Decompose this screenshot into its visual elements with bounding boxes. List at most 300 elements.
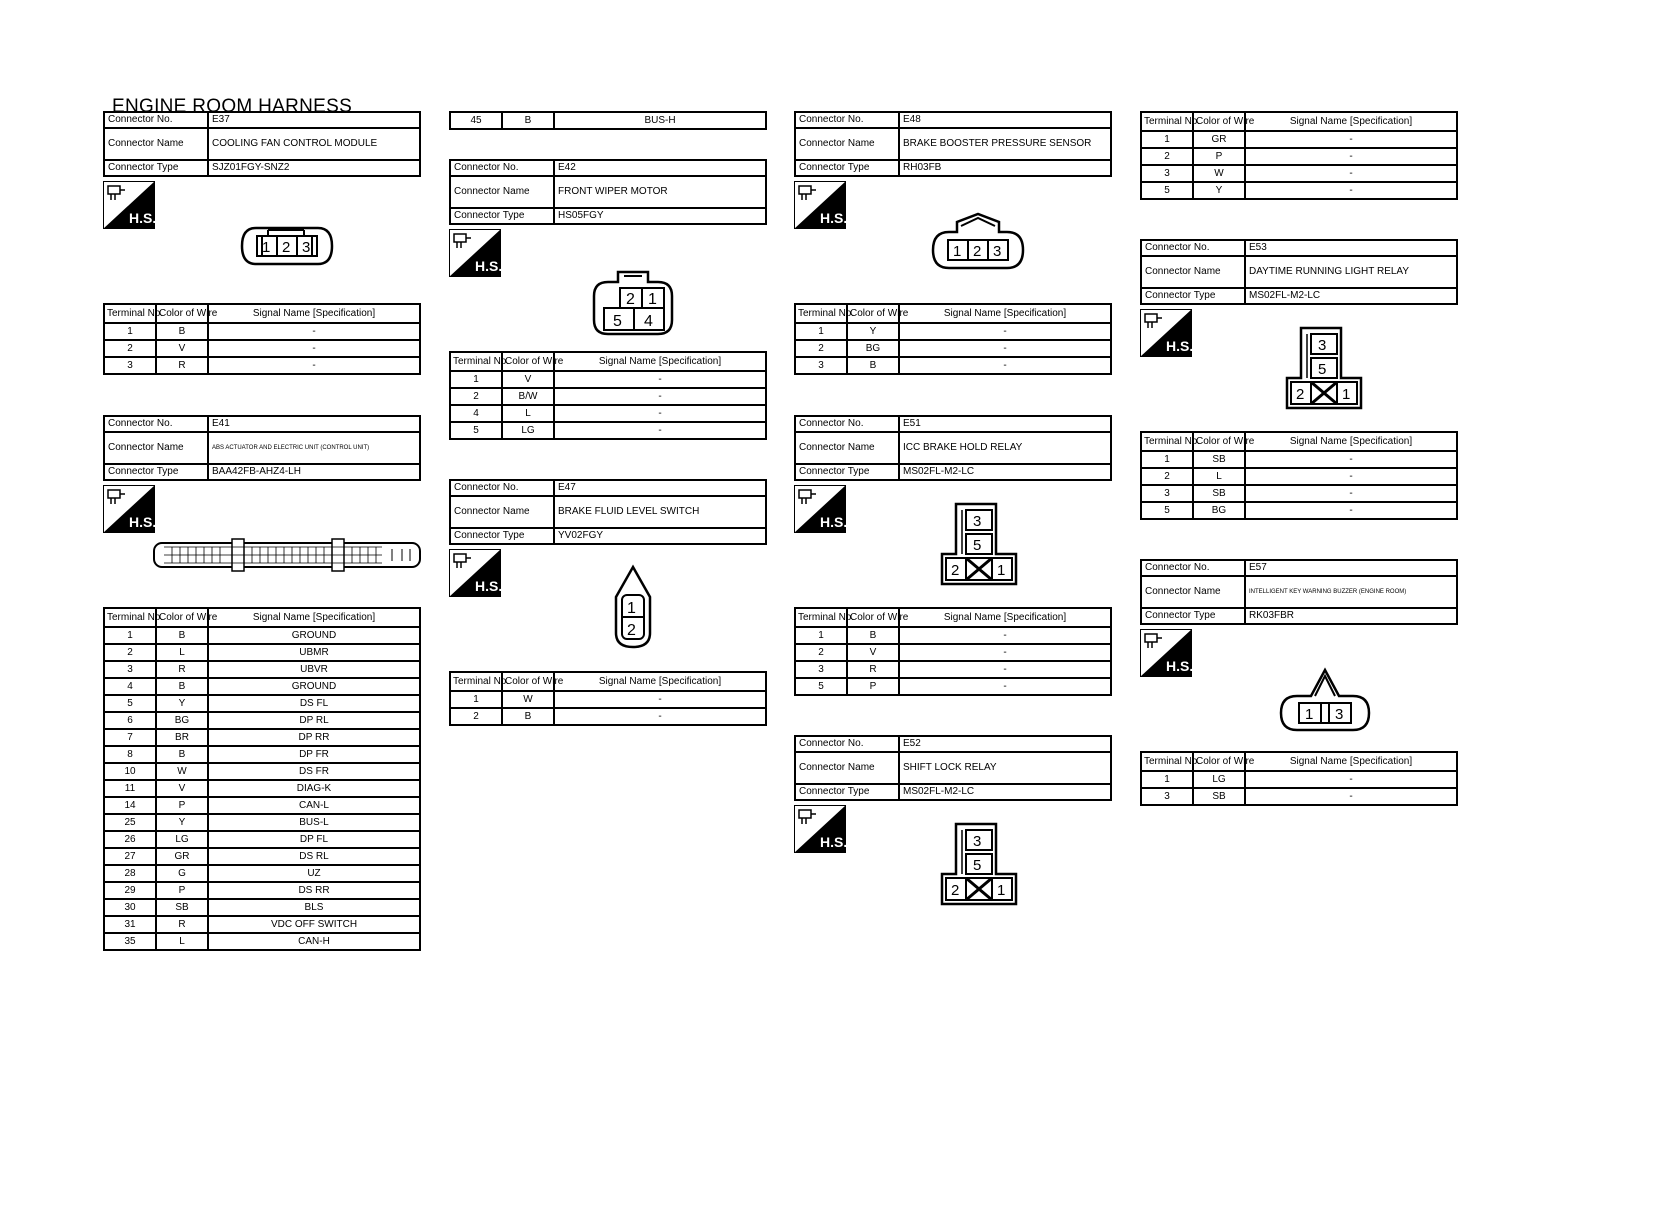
table-cell: P: [156, 797, 208, 814]
pin-label: 4: [644, 313, 653, 330]
pin-label: 2: [627, 622, 636, 639]
table-cell: DS FR: [208, 763, 420, 780]
table-cell: E47: [554, 480, 766, 496]
label-connector-name: Connector Name: [104, 432, 208, 464]
table-cell: -: [899, 644, 1111, 661]
terminal-table-e37: [103, 303, 421, 375]
pin-label: 2: [951, 882, 960, 899]
pin-label: 1: [648, 291, 657, 308]
table-cell: ICC BRAKE HOLD RELAY: [899, 432, 1111, 464]
table-cell: -: [899, 661, 1111, 678]
label-connector-no: Connector No.: [104, 416, 208, 432]
table-cell: P: [156, 882, 208, 899]
table-cell: R: [156, 661, 208, 678]
table-header-cell: Signal Name [Specification]: [1245, 752, 1457, 771]
table-cell: 45: [450, 112, 502, 129]
table-cell: CAN-H: [208, 933, 420, 950]
connector-face-e37: [240, 226, 335, 266]
table-cell: Connector Type: [795, 160, 899, 176]
table-header-cell: Signal Name [Specification]: [899, 304, 1111, 323]
table-row: [795, 627, 1111, 644]
table-cell: 35: [104, 933, 156, 950]
pin-label: H.S.: [475, 578, 503, 594]
table-row: [795, 340, 1111, 357]
table-cell: GR: [156, 848, 208, 865]
pin-label: H.S.: [1166, 658, 1194, 674]
table-cell: P: [1193, 148, 1245, 165]
table-row: [450, 371, 766, 388]
table-cell: V: [156, 340, 208, 357]
table-cell: 2: [1141, 148, 1193, 165]
signal-name-header: Signal Name [Specification]: [208, 304, 420, 323]
pin-label: 2: [1296, 386, 1305, 403]
table-cell: BR: [156, 729, 208, 746]
pin-label: 5: [613, 313, 622, 330]
table-cell: E52: [899, 736, 1111, 752]
table-row: [1141, 468, 1457, 485]
table-cell: -: [1245, 788, 1457, 805]
table-cell: 5: [104, 695, 156, 712]
table-cell: LG: [502, 422, 554, 439]
table-cell: 3: [1141, 485, 1193, 502]
table-header-cell: Color of Wire: [502, 672, 554, 691]
table-cell: GROUND: [208, 678, 420, 695]
table-cell: -: [899, 357, 1111, 374]
terminal-table-e53: [1140, 431, 1458, 520]
table-row: [1141, 788, 1457, 805]
connector-no: E41: [208, 416, 420, 432]
table-row: [104, 916, 420, 933]
connector-face-e53: [1285, 326, 1365, 410]
table-cell: -: [1245, 485, 1457, 502]
table-cell: V: [156, 780, 208, 797]
table-cell: V: [847, 644, 899, 661]
table-header-cell: Terminal No.: [1141, 752, 1193, 771]
table-cell: BLS: [208, 899, 420, 916]
connector-name: COOLING FAN CONTROL MODULE: [208, 128, 420, 160]
table-header-cell: Color of Wire: [847, 608, 899, 627]
pin-label: 3: [302, 239, 311, 256]
table-cell: B: [502, 112, 554, 129]
table-row: [104, 323, 420, 340]
table-cell: DAYTIME RUNNING LIGHT RELAY: [1245, 256, 1457, 288]
table-row: [450, 691, 766, 708]
harness-side-icon: [103, 181, 155, 229]
table-header-cell: Color of Wire: [156, 608, 208, 627]
table-cell: 5: [1141, 502, 1193, 519]
table-cell: 2: [450, 388, 502, 405]
table-row: [104, 780, 420, 797]
connector-no: E37: [208, 112, 420, 128]
connector-info-e47: [449, 479, 767, 545]
table-header-cell: Signal Name [Specification]: [1245, 112, 1457, 131]
connector-info-e52: [794, 735, 1112, 801]
table-row: [1141, 451, 1457, 468]
table-cell: 14: [104, 797, 156, 814]
table-row: [450, 405, 766, 422]
table-header-cell: Terminal No.: [450, 352, 502, 371]
pin-label: 1: [1342, 386, 1351, 403]
table-cell: 1: [795, 627, 847, 644]
connector-info-e48: [794, 111, 1112, 177]
table-header-cell: Signal Name [Specification]: [554, 672, 766, 691]
label-connector-name: Connector Name: [104, 128, 208, 160]
table-row: [795, 678, 1111, 695]
table-cell: FRONT WIPER MOTOR: [554, 176, 766, 208]
pin-label: 5: [1318, 361, 1327, 378]
connector-face-e52: [940, 822, 1020, 906]
table-cell: SB: [1193, 485, 1245, 502]
table-row: [450, 708, 766, 725]
table-cell: B: [847, 627, 899, 644]
connector-face-e47: [614, 565, 652, 649]
table-row: [104, 678, 420, 695]
terminal-table-e41: [103, 607, 421, 951]
table-cell: BG: [1193, 502, 1245, 519]
table-cell: E48: [899, 112, 1111, 128]
table-cell: B: [502, 708, 554, 725]
table-header-cell: Color of Wire: [502, 352, 554, 371]
connector-info-e53: [1140, 239, 1458, 305]
pin-label: H.S.: [820, 514, 848, 530]
table-cell: 5: [795, 678, 847, 695]
table-cell: 4: [104, 678, 156, 695]
table-cell: RK03FBR: [1245, 608, 1457, 624]
harness-side-icon: [449, 229, 501, 277]
connector-face-e48: [931, 212, 1025, 270]
table-row: [795, 357, 1111, 374]
table-header-cell: Color of Wire: [1193, 432, 1245, 451]
table-cell: BG: [156, 712, 208, 729]
table-cell: GROUND: [208, 627, 420, 644]
table-cell: 25: [104, 814, 156, 831]
table-cell: DP FL: [208, 831, 420, 848]
label-connector-type: Connector Type: [104, 464, 208, 480]
table-cell: B/W: [502, 388, 554, 405]
table-cell: 10: [104, 763, 156, 780]
connector-face-e51: [940, 502, 1020, 586]
table-cell: Connector Type: [450, 528, 554, 544]
pin-label: 1: [1305, 706, 1314, 723]
table-cell: Connector Type: [795, 784, 899, 800]
table-row: [104, 627, 420, 644]
pin-label: 5: [973, 857, 982, 874]
table-cell: SB: [1193, 788, 1245, 805]
table-row: [104, 797, 420, 814]
harness-side-icon: [794, 485, 846, 533]
table-cell: -: [554, 371, 766, 388]
table-row: [795, 644, 1111, 661]
table-header-cell: Signal Name [Specification]: [899, 608, 1111, 627]
table-cell: 2: [1141, 468, 1193, 485]
table-header-cell: Terminal No.: [795, 608, 847, 627]
pin-label: 1: [627, 600, 636, 617]
table-cell: SB: [1193, 451, 1245, 468]
table-cell: -: [554, 422, 766, 439]
table-cell: 7: [104, 729, 156, 746]
table-cell: 2: [795, 644, 847, 661]
table-header-cell: Color of Wire: [1193, 752, 1245, 771]
table-cell: 30: [104, 899, 156, 916]
table-cell: Connector Type: [450, 208, 554, 224]
table-cell: GR: [1193, 131, 1245, 148]
table-cell: -: [1245, 148, 1457, 165]
table-cell: B: [156, 746, 208, 763]
table-cell: Connector No.: [1141, 560, 1245, 576]
table-cell: L: [156, 644, 208, 661]
harness-side-icon: [103, 485, 155, 533]
table-cell: BRAKE FLUID LEVEL SWITCH: [554, 496, 766, 528]
table-cell: SHIFT LOCK RELAY: [899, 752, 1111, 784]
table-cell: G: [156, 865, 208, 882]
table-row: [1141, 165, 1457, 182]
harness-side-icon: [1140, 309, 1192, 357]
connector-name: ABS ACTUATOR AND ELECTRIC UNIT (CONTROL UNIT): [208, 432, 420, 464]
table-row: [104, 340, 420, 357]
table-cell: E53: [1245, 240, 1457, 256]
table-row: [104, 357, 420, 374]
table-cell: Connector No.: [795, 112, 899, 128]
table-cell: W: [502, 691, 554, 708]
table-cell: 5: [450, 422, 502, 439]
table-row: [104, 899, 420, 916]
pin-label: H.S.: [820, 210, 848, 226]
table-cell: L: [502, 405, 554, 422]
table-cell: DS FL: [208, 695, 420, 712]
table-cell: INTELLIGENT KEY WARNING BUZZER (ENGINE ROOM): [1245, 576, 1457, 608]
pin-label: H.S.: [1166, 338, 1194, 354]
table-header-cell: Signal Name [Specification]: [554, 352, 766, 371]
table-cell: B: [847, 357, 899, 374]
table-cell: B: [156, 627, 208, 644]
table-cell: E57: [1245, 560, 1457, 576]
color-wire-header: Color of Wire: [156, 304, 208, 323]
table-cell: 6: [104, 712, 156, 729]
pin-label: 3: [993, 243, 1002, 260]
terminal-table-e47: [449, 671, 767, 726]
table-cell: 31: [104, 916, 156, 933]
harness-side-icon: [794, 181, 846, 229]
table-cell: 3: [104, 661, 156, 678]
table-cell: L: [156, 933, 208, 950]
table-cell: -: [1245, 131, 1457, 148]
table-cell: YV02FGY: [554, 528, 766, 544]
table-cell: Y: [156, 695, 208, 712]
pin-label: 3: [973, 833, 982, 850]
table-row: [104, 712, 420, 729]
table-cell: 11: [104, 780, 156, 797]
table-cell: VDC OFF SWITCH: [208, 916, 420, 933]
table-cell: 5: [1141, 182, 1193, 199]
label-connector-type: Connector Type: [104, 160, 208, 176]
table-header-cell: Color of Wire: [847, 304, 899, 323]
table-cell: 26: [104, 831, 156, 848]
table-row: [104, 746, 420, 763]
table-cell: 4: [450, 405, 502, 422]
page-title: ENGINE ROOM HARNESS: [112, 96, 353, 117]
table-row: [450, 112, 766, 129]
table-cell: Connector No.: [1141, 240, 1245, 256]
table-cell: UBMR: [208, 644, 420, 661]
table-cell: Y: [847, 323, 899, 340]
table-cell: 1: [450, 691, 502, 708]
pin-label: 3: [1335, 706, 1344, 723]
table-cell: UBVR: [208, 661, 420, 678]
table-cell: V: [502, 371, 554, 388]
pin-label: H.S.: [129, 514, 157, 530]
pin-label: 2: [282, 239, 291, 256]
table-cell: DP FR: [208, 746, 420, 763]
table-header-cell: Terminal No.: [795, 304, 847, 323]
table-cell: LG: [156, 831, 208, 848]
table-cell: -: [1245, 182, 1457, 199]
table-cell: -: [208, 323, 420, 340]
table-cell: Connector No.: [450, 480, 554, 496]
table-cell: -: [1245, 771, 1457, 788]
table-header-cell: Terminal No.: [104, 608, 156, 627]
pin-label: 3: [1318, 337, 1327, 354]
table-row: [104, 814, 420, 831]
table-cell: 1: [1141, 131, 1193, 148]
table-row: [450, 422, 766, 439]
table-cell: 28: [104, 865, 156, 882]
table-cell: Connector Type: [795, 464, 899, 480]
harness-side-icon: [449, 549, 501, 597]
table-cell: 3: [1141, 788, 1193, 805]
label-connector-no: Connector No.: [104, 112, 208, 128]
table-cell: SB: [156, 899, 208, 916]
table-cell: 3: [795, 357, 847, 374]
connector-info-e57: [1140, 559, 1458, 625]
table-header-cell: Signal Name [Specification]: [1245, 432, 1457, 451]
table-cell: BG: [847, 340, 899, 357]
table-cell: Connector No.: [450, 160, 554, 176]
table-row: [1141, 502, 1457, 519]
pin-label: 2: [973, 243, 982, 260]
table-cell: Connector Name: [1141, 576, 1245, 608]
pin-label: 2: [626, 291, 635, 308]
table-cell: -: [554, 691, 766, 708]
table-row: [104, 729, 420, 746]
table-cell: Connector Name: [1141, 256, 1245, 288]
table-cell: 2: [795, 340, 847, 357]
table-cell: W: [1193, 165, 1245, 182]
connector-info-e51: [794, 415, 1112, 481]
table-cell: -: [1245, 468, 1457, 485]
pin-label: 1: [262, 239, 271, 256]
table-cell: -: [554, 388, 766, 405]
hs-label: H.S.: [129, 210, 157, 226]
table-row: [1141, 131, 1457, 148]
table-cell: Connector Type: [1141, 288, 1245, 304]
connector-face-e42: [592, 270, 674, 336]
table-cell: P: [847, 678, 899, 695]
table-cell: 1: [1141, 771, 1193, 788]
table-header-cell: Terminal No.: [1141, 112, 1193, 131]
connector-info-e42: [449, 159, 767, 225]
connector-type: SJZ01FGY-SNZ2: [208, 160, 420, 176]
table-cell: DP RR: [208, 729, 420, 746]
connector-face-e41: [152, 537, 422, 573]
table-cell: -: [899, 627, 1111, 644]
pin-label: 3: [973, 513, 982, 530]
table-cell: -: [899, 323, 1111, 340]
table-cell: R: [156, 916, 208, 933]
pin-label: H.S.: [820, 834, 848, 850]
table-cell: Connector No.: [795, 416, 899, 432]
table-cell: -: [1245, 451, 1457, 468]
table-header-cell: Terminal No.: [1141, 432, 1193, 451]
pin-label: 1: [997, 882, 1006, 899]
table-row: [1141, 771, 1457, 788]
table-cell: DS RL: [208, 848, 420, 865]
table-cell: CAN-L: [208, 797, 420, 814]
table-row: [1141, 148, 1457, 165]
terminal-table-e48: [794, 303, 1112, 375]
table-cell: 1: [450, 371, 502, 388]
table-cell: Connector Name: [795, 752, 899, 784]
table-cell: MS02FL-M2-LC: [899, 784, 1111, 800]
table-cell: BUS-L: [208, 814, 420, 831]
table-cell: 1: [104, 323, 156, 340]
table-row: [104, 661, 420, 678]
table-cell: 3: [104, 357, 156, 374]
table-row: [104, 865, 420, 882]
table-cell: HS05FGY: [554, 208, 766, 224]
table-cell: 3: [795, 661, 847, 678]
table-cell: -: [899, 678, 1111, 695]
table-cell: 1: [1141, 451, 1193, 468]
table-cell: -: [899, 340, 1111, 357]
terminal-table-e52: [1140, 111, 1458, 200]
table-cell: UZ: [208, 865, 420, 882]
table-row: [1141, 485, 1457, 502]
table-cell: Y: [156, 814, 208, 831]
table-cell: BUS-H: [554, 112, 766, 129]
table-cell: -: [1245, 502, 1457, 519]
table-header-cell: Color of Wire: [1193, 112, 1245, 131]
table-cell: B: [156, 323, 208, 340]
table-row: [104, 848, 420, 865]
table-cell: -: [208, 357, 420, 374]
connector-face-e57: [1279, 668, 1371, 732]
table-cell: 29: [104, 882, 156, 899]
table-row: [795, 323, 1111, 340]
table-cell: B: [156, 678, 208, 695]
table-row: [1141, 182, 1457, 199]
table-cell: 3: [1141, 165, 1193, 182]
table-cell: BRAKE BOOSTER PRESSURE SENSOR: [899, 128, 1111, 160]
pin-label: 1: [953, 243, 962, 260]
table-cell: MS02FL-M2-LC: [899, 464, 1111, 480]
terminal-table-e42: [449, 351, 767, 440]
table-cell: Connector Name: [795, 432, 899, 464]
table-row: [450, 388, 766, 405]
table-row: [104, 763, 420, 780]
table-cell: -: [1245, 165, 1457, 182]
table-cell: -: [208, 340, 420, 357]
table-cell: E51: [899, 416, 1111, 432]
table-cell: Connector Name: [450, 176, 554, 208]
table-cell: 1: [104, 627, 156, 644]
table-row: [104, 644, 420, 661]
table-cell: RH03FB: [899, 160, 1111, 176]
table-cell: R: [156, 357, 208, 374]
terminal-table-e57: [1140, 751, 1458, 806]
table-row: [104, 831, 420, 848]
harness-side-icon: [1140, 629, 1192, 677]
terminal-table-e51: [794, 607, 1112, 696]
